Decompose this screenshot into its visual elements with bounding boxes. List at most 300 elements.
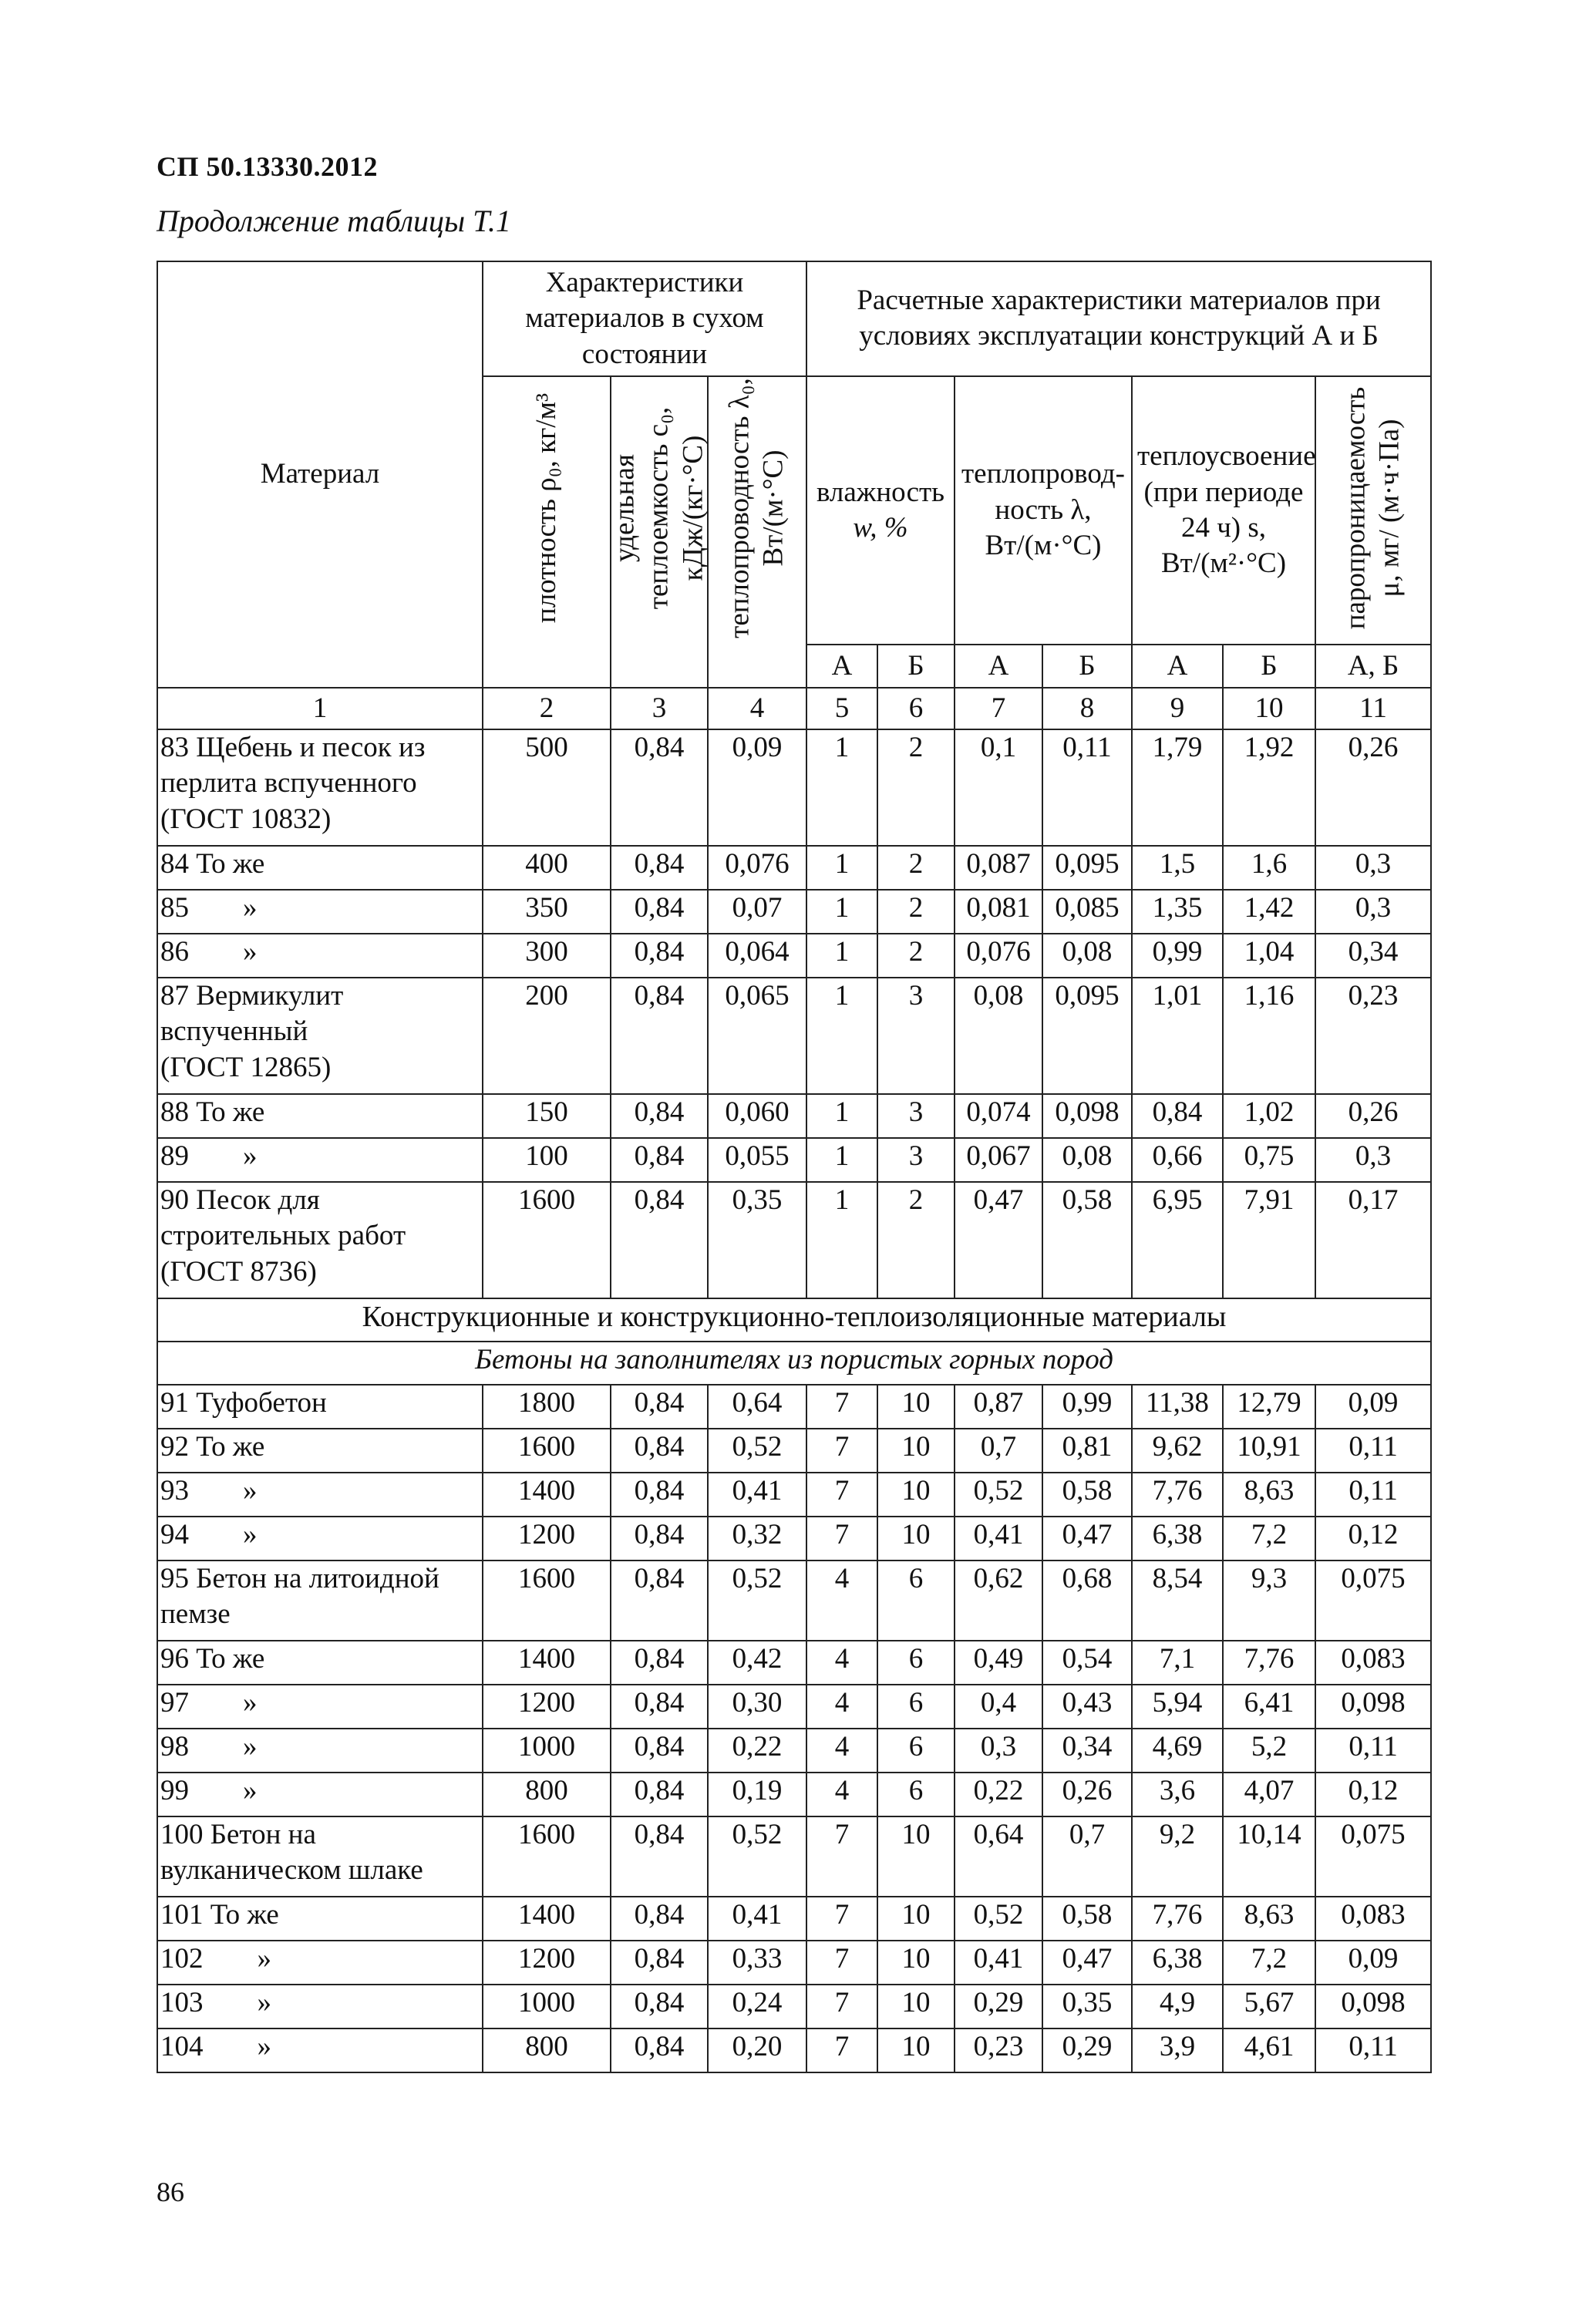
header-sub-b: Б	[1223, 645, 1315, 688]
header-sub-a: А	[806, 645, 877, 688]
column-number: 1	[157, 688, 483, 729]
value-cell: 0,84	[611, 1182, 708, 1298]
value-cell: 0,84	[611, 1473, 708, 1517]
header-sub-ab: А, Б	[1315, 645, 1431, 688]
value-cell: 0,23	[1315, 978, 1431, 1094]
value-cell: 5,94	[1132, 1685, 1223, 1729]
table-row	[157, 934, 1431, 978]
value-cell: 3,9	[1132, 2029, 1223, 2072]
ditto-mark: »	[257, 2031, 271, 2062]
column-number: 6	[877, 688, 955, 729]
material-name-cell	[157, 1897, 483, 1941]
material-name-line: 92 То же	[160, 1431, 265, 1463]
material-name-line: 83 Щебень и песок из	[160, 732, 426, 763]
table-row	[157, 1473, 1431, 1517]
value-cell: 0,49	[955, 1641, 1042, 1685]
value-cell: 1	[806, 1138, 877, 1182]
header-vapor-line1: паропроницаемость	[1339, 386, 1372, 630]
material-name-cell	[157, 978, 483, 1094]
header-humidity-line1: влажность	[816, 476, 945, 508]
material-name-cell	[157, 1685, 483, 1729]
header-heat-absorption	[1132, 376, 1315, 645]
header-heat-capacity-line2: теплоемкость с₀,	[642, 406, 675, 609]
row-number: 86	[160, 936, 189, 968]
value-cell: 0,84	[611, 1773, 708, 1816]
header-sub-b: Б	[877, 645, 955, 688]
value-cell: 0,098	[1315, 1685, 1431, 1729]
value-cell: 0,35	[708, 1182, 806, 1298]
value-cell: 0,095	[1042, 846, 1132, 890]
value-cell: 7,76	[1132, 1473, 1223, 1517]
value-cell: 0,11	[1315, 1729, 1431, 1773]
ditto-mark: »	[243, 936, 258, 968]
value-cell: 0,99	[1132, 934, 1223, 978]
section2-rows	[157, 1385, 1431, 2072]
material-name-cell	[157, 934, 483, 978]
value-cell: 1	[806, 1094, 877, 1138]
material-name-line: вспученный	[160, 1015, 308, 1048]
table-row	[157, 729, 1431, 846]
value-cell: 0,07	[708, 890, 806, 934]
material-name-cell	[157, 1941, 483, 1985]
header-humidity-line2: w, %	[853, 511, 908, 544]
row-number: 89	[160, 1140, 189, 1172]
ditto-mark: »	[257, 1987, 271, 2018]
value-cell: 2	[877, 1182, 955, 1298]
section1-rows	[157, 729, 1431, 1298]
value-cell: 1	[806, 729, 877, 846]
table-row	[157, 1729, 1431, 1773]
value-cell: 1	[806, 846, 877, 890]
value-cell: 0,84	[611, 1685, 708, 1729]
header-density	[483, 376, 611, 688]
value-cell: 0,08	[955, 978, 1042, 1094]
value-cell: 1200	[483, 1517, 611, 1561]
value-cell: 0,84	[611, 2029, 708, 2072]
value-cell: 0,52	[708, 1429, 806, 1473]
material-name-line: (ГОСТ 10832)	[160, 803, 332, 835]
value-cell: 0,085	[1042, 890, 1132, 934]
value-cell: 1,42	[1223, 890, 1315, 934]
value-cell: 0,3	[1315, 1138, 1431, 1182]
value-cell: 7	[806, 1517, 877, 1561]
value-cell: 0,64	[955, 1816, 1042, 1897]
value-cell: 3,6	[1132, 1773, 1223, 1816]
value-cell: 800	[483, 1773, 611, 1816]
materials-table	[157, 261, 1432, 2073]
material-name-cell	[157, 1985, 483, 2029]
header-dry-conductivity-line1: теплопроводность λ₀,	[723, 377, 756, 638]
material-name-line: 96 То же	[160, 1643, 265, 1675]
material-name-cell	[157, 729, 483, 846]
value-cell: 0,68	[1042, 1561, 1132, 1641]
value-cell: 8,54	[1132, 1561, 1223, 1641]
value-cell: 0,098	[1315, 1985, 1431, 2029]
value-cell: 0,09	[708, 729, 806, 846]
value-cell: 8,63	[1223, 1473, 1315, 1517]
value-cell: 0,29	[955, 1985, 1042, 2029]
ditto-mark: »	[243, 1775, 258, 1806]
value-cell: 1600	[483, 1561, 611, 1641]
table-row	[157, 978, 1431, 1094]
value-cell: 0,41	[708, 1473, 806, 1517]
value-cell: 0,34	[1042, 1729, 1132, 1773]
material-name-line: перлита вспученного	[160, 767, 417, 800]
value-cell: 4	[806, 1685, 877, 1729]
value-cell: 0,81	[1042, 1429, 1132, 1473]
value-cell: 0,098	[1042, 1094, 1132, 1138]
value-cell: 6	[877, 1773, 955, 1816]
table-row	[157, 1385, 1431, 1429]
header-dry-conductivity-line2: Вт/(м·°С)	[758, 449, 790, 567]
value-cell: 1	[806, 978, 877, 1094]
value-cell: 0,076	[955, 934, 1042, 978]
header-heat-absorption-line3: 24 ч) s,	[1180, 511, 1267, 544]
header-sub-a: А	[1132, 645, 1223, 688]
value-cell: 0,7	[955, 1429, 1042, 1473]
material-name-line: вулканическом шлаке	[160, 1854, 423, 1887]
value-cell: 7,2	[1223, 1517, 1315, 1561]
value-cell: 0,3	[955, 1729, 1042, 1773]
value-cell: 0,11	[1315, 1429, 1431, 1473]
value-cell: 0,26	[1042, 1773, 1132, 1816]
value-cell: 11,38	[1132, 1385, 1223, 1429]
value-cell: 1600	[483, 1429, 611, 1473]
table-row	[157, 1429, 1431, 1473]
value-cell: 0,52	[708, 1816, 806, 1897]
value-cell: 0,076	[708, 846, 806, 890]
material-name-cell	[157, 890, 483, 934]
table-row	[157, 1641, 1431, 1685]
value-cell: 400	[483, 846, 611, 890]
value-cell: 100	[483, 1138, 611, 1182]
value-cell: 0,87	[955, 1385, 1042, 1429]
value-cell: 0,35	[1042, 1985, 1132, 2029]
header-material: Материал	[157, 261, 483, 688]
value-cell: 1,79	[1132, 729, 1223, 846]
material-name-cell	[157, 1561, 483, 1641]
value-cell: 0,43	[1042, 1685, 1132, 1729]
ditto-mark: »	[243, 1475, 258, 1507]
value-cell: 0,99	[1042, 1385, 1132, 1429]
value-cell: 0,074	[955, 1094, 1042, 1138]
value-cell: 0,54	[1042, 1641, 1132, 1685]
value-cell: 0,52	[955, 1473, 1042, 1517]
value-cell: 1400	[483, 1641, 611, 1685]
row-number: 102	[160, 1943, 204, 1975]
value-cell: 0,84	[611, 1561, 708, 1641]
value-cell: 7,91	[1223, 1182, 1315, 1298]
header-heat-absorption-line2: (при периоде	[1143, 476, 1304, 508]
column-number: 7	[955, 688, 1042, 729]
value-cell: 1000	[483, 1985, 611, 2029]
value-cell: 0,84	[611, 1941, 708, 1985]
value-cell: 6,41	[1223, 1685, 1315, 1729]
value-cell: 0,47	[1042, 1941, 1132, 1985]
value-cell: 4	[806, 1773, 877, 1816]
value-cell: 7	[806, 1816, 877, 1897]
value-cell: 0,083	[1315, 1897, 1431, 1941]
ditto-mark: »	[243, 1687, 258, 1719]
value-cell: 10	[877, 1816, 955, 1897]
material-name-cell	[157, 1816, 483, 1897]
value-cell: 0,64	[708, 1385, 806, 1429]
column-number: 10	[1223, 688, 1315, 729]
material-name-cell	[157, 846, 483, 890]
ditto-mark: »	[243, 1519, 258, 1550]
value-cell: 10	[877, 1473, 955, 1517]
value-cell: 5,2	[1223, 1729, 1315, 1773]
value-cell: 0,84	[611, 1385, 708, 1429]
column-number: 9	[1132, 688, 1223, 729]
column-number: 3	[611, 688, 708, 729]
value-cell: 9,62	[1132, 1429, 1223, 1473]
value-cell: 10	[877, 1517, 955, 1561]
value-cell: 500	[483, 729, 611, 846]
table-row	[157, 1816, 1431, 1897]
table-row	[157, 846, 1431, 890]
table-row	[157, 1897, 1431, 1941]
value-cell: 800	[483, 2029, 611, 2072]
value-cell: 0,84	[611, 934, 708, 978]
value-cell: 150	[483, 1094, 611, 1138]
value-cell: 6,95	[1132, 1182, 1223, 1298]
value-cell: 10	[877, 1429, 955, 1473]
material-name-cell	[157, 1182, 483, 1298]
value-cell: 1	[806, 1182, 877, 1298]
value-cell: 300	[483, 934, 611, 978]
material-name-line: строительных работ	[160, 1220, 406, 1252]
value-cell: 6	[877, 1641, 955, 1685]
material-name-line: 101 То же	[160, 1899, 279, 1931]
value-cell: 10,14	[1223, 1816, 1315, 1897]
table-header	[157, 261, 1431, 729]
value-cell: 0,19	[708, 1773, 806, 1816]
value-cell: 2	[877, 729, 955, 846]
value-cell: 0,22	[955, 1773, 1042, 1816]
value-cell: 0,66	[1132, 1138, 1223, 1182]
value-cell: 2	[877, 934, 955, 978]
value-cell: 0,11	[1315, 2029, 1431, 2072]
value-cell: 6,38	[1132, 1517, 1223, 1561]
value-cell: 4,07	[1223, 1773, 1315, 1816]
value-cell: 0,41	[955, 1517, 1042, 1561]
value-cell: 0,30	[708, 1685, 806, 1729]
value-cell: 0,58	[1042, 1473, 1132, 1517]
ditto-mark: »	[257, 1943, 271, 1975]
value-cell: 0,09	[1315, 1385, 1431, 1429]
column-number: 8	[1042, 688, 1132, 729]
value-cell: 0,24	[708, 1985, 806, 2029]
value-cell: 0,7	[1042, 1816, 1132, 1897]
header-density-label: плотность ρ₀, кг/м³	[530, 392, 562, 623]
value-cell: 0,84	[611, 1429, 708, 1473]
value-cell: 1,5	[1132, 846, 1223, 890]
value-cell: 0,84	[611, 1729, 708, 1773]
value-cell: 6	[877, 1729, 955, 1773]
value-cell: 0,095	[1042, 978, 1132, 1094]
value-cell: 7,76	[1223, 1641, 1315, 1685]
value-cell: 1,01	[1132, 978, 1223, 1094]
value-cell: 0,84	[611, 1138, 708, 1182]
table-row	[157, 890, 1431, 934]
value-cell: 0,20	[708, 2029, 806, 2072]
header-dry-conductivity	[708, 376, 806, 688]
header-conductivity-line1: теплопровод-	[961, 458, 1125, 490]
value-cell: 0,84	[611, 1985, 708, 2029]
value-cell: 6,38	[1132, 1941, 1223, 1985]
header-humidity	[806, 376, 955, 645]
header-conductivity-line3: Вт/(м·°С)	[985, 529, 1102, 561]
value-cell: 0,12	[1315, 1517, 1431, 1561]
value-cell: 0,84	[611, 1897, 708, 1941]
value-cell: 1600	[483, 1182, 611, 1298]
table-row	[157, 2029, 1431, 2072]
value-cell: 0,08	[1042, 934, 1132, 978]
table-row	[157, 1941, 1431, 1985]
header-heat-capacity	[608, 376, 709, 688]
value-cell: 0,1	[955, 729, 1042, 846]
value-cell: 0,47	[1042, 1517, 1132, 1561]
value-cell: 4	[806, 1641, 877, 1685]
column-number: 11	[1315, 688, 1431, 729]
value-cell: 0,29	[1042, 2029, 1132, 2072]
value-cell: 7,1	[1132, 1641, 1223, 1685]
table-row	[157, 1182, 1431, 1298]
value-cell: 4	[806, 1561, 877, 1641]
header-heat-absorption-line1: теплоусвоение	[1137, 440, 1316, 473]
table-row	[157, 1517, 1431, 1561]
material-name-cell	[157, 1429, 483, 1473]
value-cell: 0,081	[955, 890, 1042, 934]
value-cell: 7	[806, 2029, 877, 2072]
row-number: 93	[160, 1475, 189, 1507]
value-cell: 0,3	[1315, 846, 1431, 890]
value-cell: 3	[877, 1138, 955, 1182]
value-cell: 0,09	[1315, 1941, 1431, 1985]
value-cell: 0,52	[708, 1561, 806, 1641]
value-cell: 0,32	[708, 1517, 806, 1561]
value-cell: 1600	[483, 1816, 611, 1897]
value-cell: 10,91	[1223, 1429, 1315, 1473]
value-cell: 350	[483, 890, 611, 934]
value-cell: 0,08	[1042, 1138, 1132, 1182]
value-cell: 7	[806, 1985, 877, 2029]
value-cell: 6	[877, 1685, 955, 1729]
material-name-cell	[157, 1773, 483, 1816]
header-vapor-permeability	[1315, 376, 1431, 645]
page-number: 86	[157, 2177, 184, 2207]
value-cell: 1200	[483, 1941, 611, 1985]
material-name-line: 88 То же	[160, 1096, 265, 1128]
ditto-mark: »	[243, 1731, 258, 1763]
value-cell: 0,26	[1315, 1094, 1431, 1138]
value-cell: 10	[877, 2029, 955, 2072]
value-cell: 0,84	[611, 1816, 708, 1897]
subsection-title: Бетоны на заполнителях из пористых горных пород	[157, 1342, 1431, 1385]
value-cell: 1400	[483, 1473, 611, 1517]
value-cell: 0,84	[611, 729, 708, 846]
value-cell: 7,2	[1223, 1941, 1315, 1985]
value-cell: 0,083	[1315, 1641, 1431, 1685]
value-cell: 0,84	[611, 978, 708, 1094]
value-cell: 6	[877, 1561, 955, 1641]
value-cell: 10	[877, 1897, 955, 1941]
value-cell: 0,58	[1042, 1897, 1132, 1941]
value-cell: 0,62	[955, 1561, 1042, 1641]
ditto-mark: »	[243, 1140, 258, 1172]
table-continuation-caption: Продолжение таблицы Т.1	[157, 204, 511, 238]
column-number: 4	[708, 688, 806, 729]
header-heat-capacity-line3: кДж/(кг·°С)	[677, 435, 709, 581]
material-name-cell	[157, 1094, 483, 1138]
value-cell: 0,47	[955, 1182, 1042, 1298]
header-dry-characteristics: Характеристики материалов в сухом состоянии	[483, 261, 806, 376]
value-cell: 8,63	[1223, 1897, 1315, 1941]
value-cell: 7,76	[1132, 1897, 1223, 1941]
material-name-line: 84 То же	[160, 848, 265, 880]
value-cell: 1,04	[1223, 934, 1315, 978]
row-number: 85	[160, 892, 189, 924]
value-cell: 0,58	[1042, 1182, 1132, 1298]
value-cell: 0,52	[955, 1897, 1042, 1941]
material-name-cell	[157, 1138, 483, 1182]
material-name-cell	[157, 1473, 483, 1517]
value-cell: 1,6	[1223, 846, 1315, 890]
value-cell: 9,3	[1223, 1561, 1315, 1641]
header-conductivity	[955, 376, 1132, 645]
row-number: 104	[160, 2031, 204, 2062]
value-cell: 7	[806, 1897, 877, 1941]
header-sub-a: А	[955, 645, 1042, 688]
document-code: СП 50.13330.2012	[157, 151, 378, 182]
value-cell: 0,067	[955, 1138, 1042, 1182]
section2-header	[157, 1298, 1431, 1385]
table-row	[157, 1138, 1431, 1182]
value-cell: 1,02	[1223, 1094, 1315, 1138]
material-name-line: пемзе	[160, 1598, 231, 1631]
material-name-line: 87 Вермикулит	[160, 980, 344, 1012]
row-number: 99	[160, 1775, 189, 1806]
table-row	[157, 1561, 1431, 1641]
value-cell: 1800	[483, 1385, 611, 1429]
value-cell: 0,22	[708, 1729, 806, 1773]
table-row	[157, 1685, 1431, 1729]
value-cell: 0,3	[1315, 890, 1431, 934]
value-cell: 0,11	[1042, 729, 1132, 846]
material-name-line: (ГОСТ 8736)	[160, 1255, 317, 1288]
value-cell: 4,61	[1223, 2029, 1315, 2072]
ditto-mark: »	[243, 892, 258, 924]
material-name-line: 91 Туфобетон	[160, 1387, 327, 1419]
value-cell: 0,33	[708, 1941, 806, 1985]
value-cell: 2	[877, 890, 955, 934]
material-name-line: 90 Песок для	[160, 1184, 320, 1216]
value-cell: 5,67	[1223, 1985, 1315, 2029]
value-cell: 10	[877, 1985, 955, 2029]
value-cell: 1000	[483, 1729, 611, 1773]
value-cell: 0,84	[611, 890, 708, 934]
value-cell: 7	[806, 1429, 877, 1473]
value-cell: 2	[877, 846, 955, 890]
value-cell: 0,087	[955, 846, 1042, 890]
value-cell: 12,79	[1223, 1385, 1315, 1429]
value-cell: 0,23	[955, 2029, 1042, 2072]
column-number: 5	[806, 688, 877, 729]
value-cell: 0,075	[1315, 1561, 1431, 1641]
row-number: 98	[160, 1731, 189, 1763]
value-cell: 1,35	[1132, 890, 1223, 934]
